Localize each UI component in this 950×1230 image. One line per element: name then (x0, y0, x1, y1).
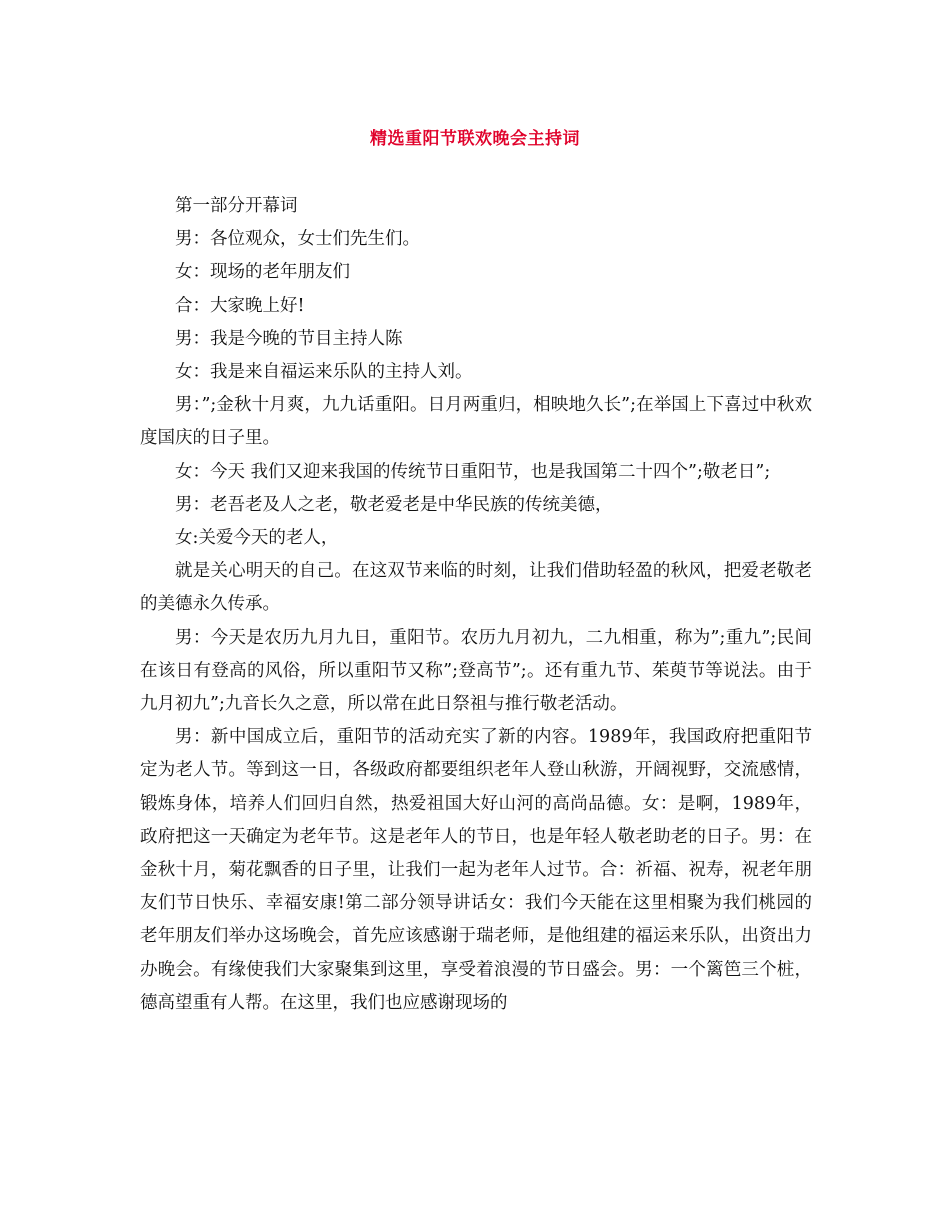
paragraph: 女：今天 我们又迎来我国的传统节日重阳节，也是我国第二十四个”;敬老日”; (175, 461, 771, 482)
paragraph: 女:关爱今天的老人， (175, 528, 339, 549)
paragraph-section-heading: 第一部分开幕词 (175, 196, 298, 216)
document-body (140, 190, 812, 1020)
paragraph: 男：老吾老及人之老，敬老爱老是中华民族的传统美德， (175, 494, 613, 515)
paragraph: 男：”;金秋十月爽，九九话重阳。日月两重归，相映地久长”;在举国上下喜过中秋欢度国庆的日子里。 (140, 395, 812, 449)
paragraph: 女：现场的老年朋友们 (175, 262, 350, 283)
paragraph: 男：各位观众，女士们先生们。 (175, 229, 420, 250)
paragraph: 男：今天是农历九月九日，重阳节。农历九月初九，二九相重，称为”;重九”;民间在该日有登高的风俗，所以重阳节又称”;登高节”;。还有重九节、茱萸节等说法。由于九月初九”;九音长久之意，所以常在此日祭祖与推行敬老活动。 (140, 627, 812, 715)
paragraph: 合：大家晚上好! (175, 295, 305, 316)
paragraph: 就是关心明天的自己。在这双节来临的时刻，让我们借助轻盈的秋风，把爱老敬老的美德永久传承。 (140, 561, 812, 615)
document-title: 精选重阳节联欢晚会主持词 (370, 129, 580, 149)
paragraph: 女：我是来自福运来乐队的主持人刘。 (175, 362, 473, 383)
paragraph: 男：新中国成立后，重阳节的活动充实了新的内容。1989年，我国政府把重阳节定为老人节。等到这一日，各级政府都要组织老年人登山秋游，开阔视野，交流感情，锻炼身体，培养人们回归自然，热爱祖国大好山河的高尚品德。女：是啊，1989年，政府把这一天确定为老年节。这是老年人的节日，也是年轻人敬老助老的日子。男：在金秋十月，菊花飘香的日子里，让我们一起为老年人过节。合：祈福、祝寿，祝老年朋友们节日快乐、幸福安康!第二部分领导讲话女：我们今天能在这里相聚为我们桃园的老年朋友们举办这场晚会，首先应该感谢于瑞老师，是他组建的福运来乐队，出资出力办晚会。有缘使我们大家聚集到这里，享受着浪漫的节日盛会。男：一个篱笆三个桩，德高望重有人帮。在这里，我们也应感谢现场的 (140, 727, 812, 1013)
paragraph: 男：我是今晚的节目主持人陈 (175, 328, 403, 349)
